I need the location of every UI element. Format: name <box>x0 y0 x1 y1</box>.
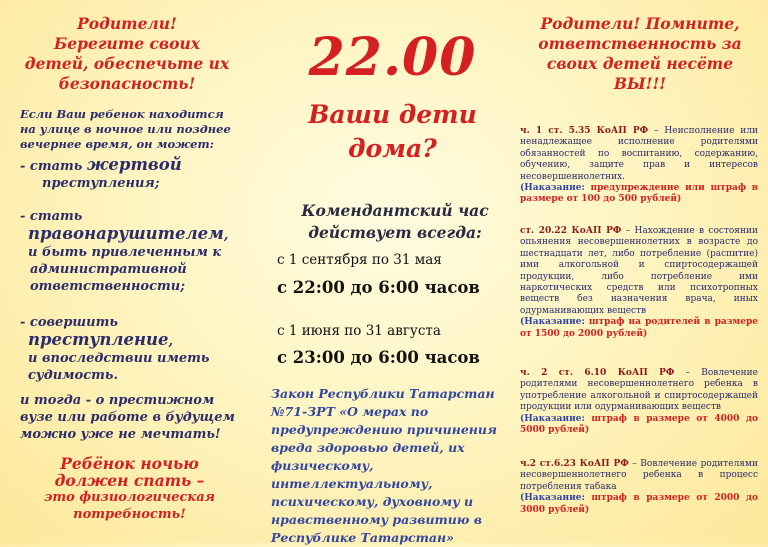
right-title: Родители! Помните, ответственность за своих детей несёте ВЫ!!! <box>538 14 742 93</box>
left-title: Родители! Берегите своих детей, обеспечьте их безопасность! <box>24 14 230 93</box>
curfew-time-heading: 22.00 <box>308 27 477 88</box>
left-conclusion: и тогда - о престижном вузе или работе в будущем можно уже не мечтать! <box>20 393 235 442</box>
bullet-victim: - стать жертвой преступления; <box>20 155 182 191</box>
bullet-crime: - совершить преступление, и впоследствии иметь судимость. <box>20 315 210 383</box>
left-footer: Ребёнок ночью должен спать – это физиологическая потребность! <box>44 454 215 522</box>
bullet-offender: - стать правонарушителем, и быть привлеченным к административной ответственности; <box>20 209 229 294</box>
schedule-hours-2: с 23:00 до 6:00 часов <box>277 348 480 367</box>
schedule-period-1: с 1 сентября по 31 мая <box>277 252 442 268</box>
article-6-23: ч.2 ст.6.23 КоАП РФ – Вовлечение родителями несовершеннолетнего ребенка в процесс потребления табака (Наказание: штраф в размере от 2000 до 3000 рублей) <box>520 459 758 515</box>
schedule-hours-1: с 22:00 до 6:00 часов <box>277 278 480 297</box>
schedule-period-2: с 1 июня по 31 августа <box>277 323 441 339</box>
regional-law-reference: Закон Республики Татарстан №71-ЗРТ «О мерах по предупреждению причинения вреда здоровью детей, их физическому, интеллектуальному, психическому, духовному и нравственному развитию в Республике Татарстан» <box>271 386 497 545</box>
curfew-heading: Комендантский час действует всегда: <box>301 201 489 242</box>
question-heading: Ваши дети дома? <box>308 100 477 163</box>
left-intro: Если Ваш ребенок находится на улице в ночное или позднее вечернее время, он может: <box>20 107 231 151</box>
article-5-35: ч. 1 ст. 5.35 КоАП РФ – Неисполнение или ненадлежащее исполнение родителями обязанностей по воспитанию, содержанию, обучению, защите прав и интересов несовершеннолетних. (Наказание: предупреждение или штраф в размере от 100 до 500 рублей) <box>520 126 758 205</box>
article-6-10: ч. 2 ст. 6.10 КоАП РФ – Вовлечение родителями несовершеннолетнего ребенка в употребление алкогольной и спиртосодержащей продукции или одурманивающих веществ (Наказание: штраф в размере от 4000 до 5000 рублей) <box>520 368 758 436</box>
article-20-22: ст. 20.22 КоАП РФ – Нахождение в состоянии опьянения несовершеннолетних в возрасте до шестнадцати лет, либо потребление (распитие) ими алкогольной и спиртосодержащей продукции, либо потребление ими наркотических средств или психотропных веществ без назначения врача, иных одурманивающих веществ (Наказание: штраф на родителей в размере от 1500 до 2000 рублей) <box>520 226 758 339</box>
